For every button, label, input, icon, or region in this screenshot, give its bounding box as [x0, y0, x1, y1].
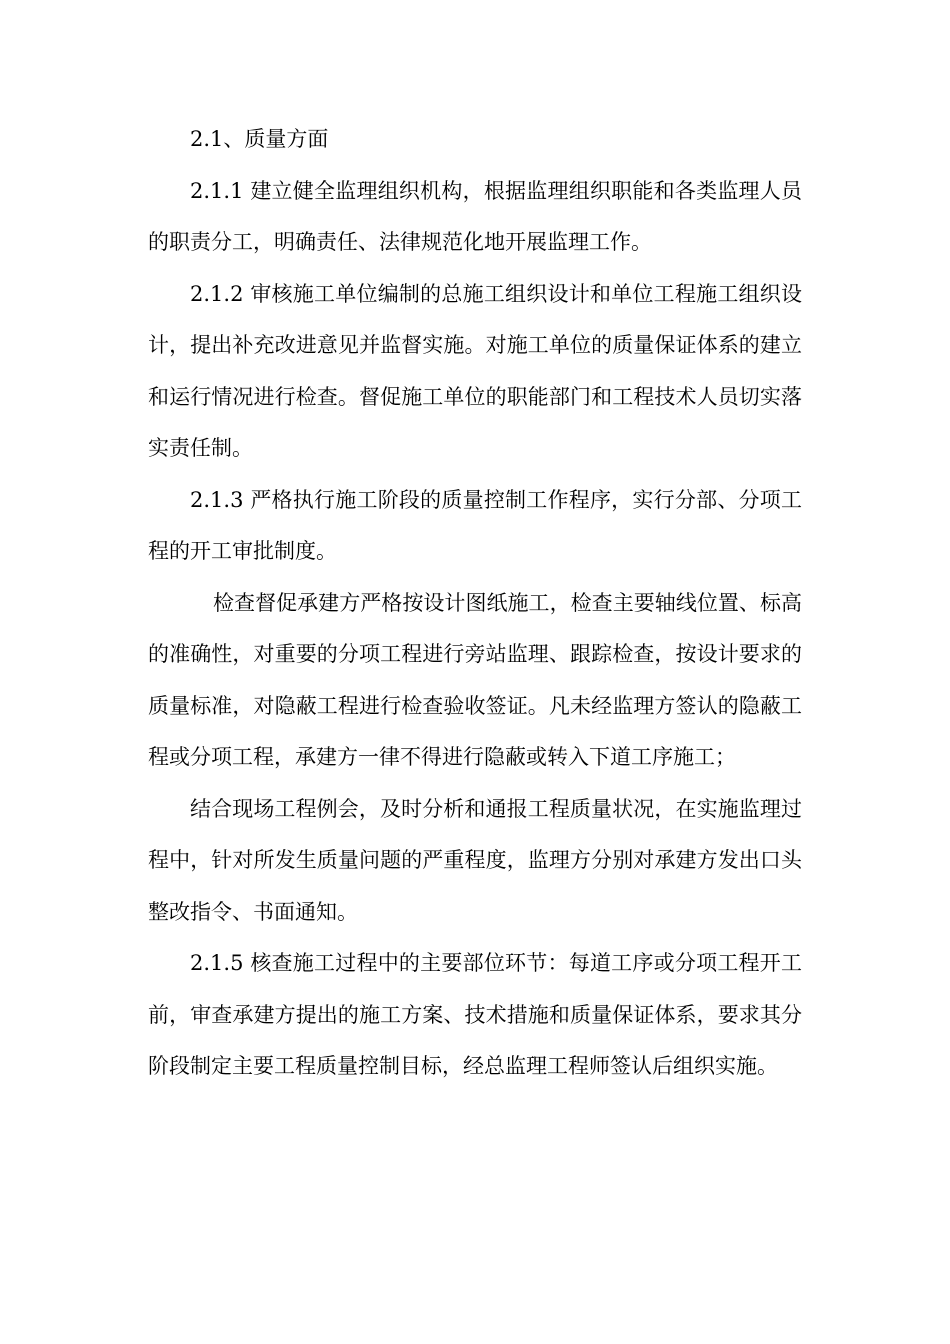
paragraph-2-1-5: 2.1.5 核查施工过程中的主要部位环节：每道工序或分项工程开工前，审查承建方提出的施工方案、技术措施和质量保证体系，要求其分阶段制定主要工程质量控制目标，经总监理工程师签认后组织实施。	[148, 951, 802, 1078]
paragraph-2-1-1: 2.1.1 建立健全监理组织机构，根据监理组织职能和各类监理人员的职责分工，明确责任、法律规范化地开展监理工作。	[148, 178, 802, 254]
section-heading: 2.1、质量方面	[190, 127, 329, 151]
paragraph-inspection: 检查督促承建方严格按设计图纸施工，检查主要轴线位置、标高的准确性，对重要的分项工程进行旁站监理、跟踪检查，按设计要求的质量标准，对隐蔽工程进行检查验收签证。凡未经监理方签认的隐蔽工程或分项工程，承建方一律不得进行隐蔽或转入下道工序施工；	[148, 590, 802, 769]
paragraph-2-1-2: 2.1.2 审核施工单位编制的总施工组织设计和单位工程施工组织设计，提出补充改进意见并监督实施。对施工单位的质量保证体系的建立和运行情况进行检查。督促施工单位的职能部门和工程技术人员切实落实责任制。	[148, 281, 802, 460]
paragraph-2-1-3: 2.1.3 严格执行施工阶段的质量控制工作程序，实行分部、分项工程的开工审批制度。	[148, 487, 802, 563]
document-body	[148, 114, 802, 1093]
paragraph-site-meeting: 结合现场工程例会，及时分析和通报工程质量状况，在实施监理过程中，针对所发生质量问题的严重程度，监理方分别对承建方发出口头整改指令、书面通知。	[148, 796, 802, 924]
